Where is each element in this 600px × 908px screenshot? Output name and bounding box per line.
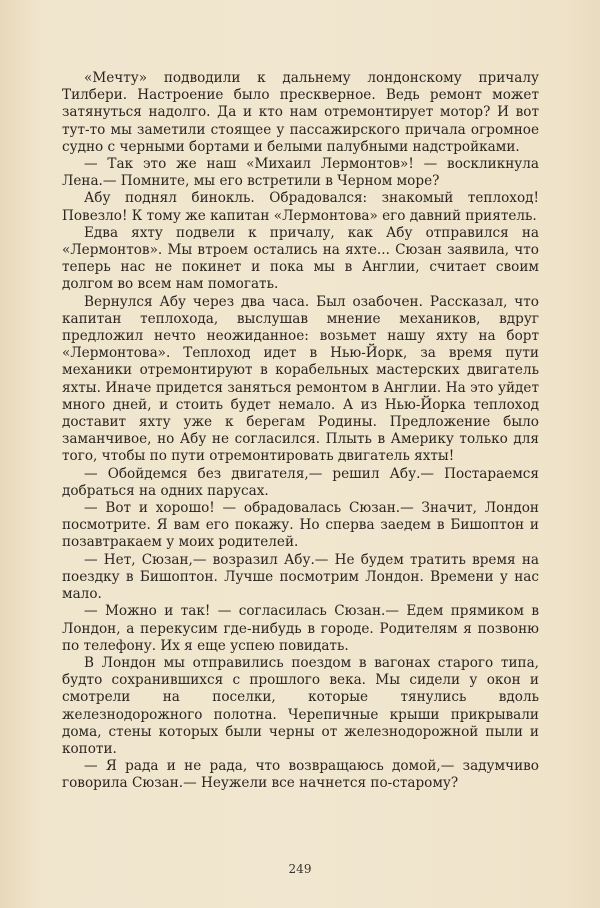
paragraph: Едва яхту подвели к причалу, как Абу отправился на «Лермонтов». Мы втроем остались на яхте... Сюзан заявила, что теперь нас не покинет и пока мы в Англии, считает своим долгом во всем нам помогать. <box>62 224 539 293</box>
page-text <box>62 70 539 793</box>
page-number: 249 <box>288 862 312 876</box>
paragraph: Абу поднял бинокль. Обрадовался: знакомый теплоход! Повезло! К тому же капитан «Лермонтова» его давний приятель. <box>62 190 539 224</box>
paragraph: — Так это же наш «Михаил Лермонтов»! — воскликнула Лена.— Помните, мы его встретили в Черном море? <box>62 156 539 190</box>
paragraph: — Обойдемся без двигателя,— решил Абу.— Постараемся добраться на одних парусах. <box>62 465 539 499</box>
paragraph: В Лондон мы отправились поездом в вагонах старого типа, будто сохранившихся с прошлого века. Мы сидели у окон и смотрели на поселки, которые тянулись вдоль железнодорожного полотна. Черепичные крыши прикрывали дома, стены которых были черны от железнодорожной пыли и копоти. <box>62 654 539 757</box>
paragraph: — Нет, Сюзан,— возразил Абу.— Не будем тратить время на поездку в Бишоптон. Лучше посмотрим Лондон. Времени у нас мало. <box>62 551 539 603</box>
paragraph: «Мечту» подводили к дальнему лондонскому причалу Тилбери. Настроение было прескверное. Ведь ремонт может затянуться надолго. Да и кто нам отремонтирует мотор? И вот тут-то мы заметили стоящее у пассажирского причала огромное судно с черными бортами и белыми палубными надстройками. <box>62 70 539 155</box>
paragraph: — Вот и хорошо! — обрадовалась Сюзан.— Значит, Лондон посмотрите. Я вам его покажу. Но сперва заедем в Бишоптон и позавтракаем у моих родителей. <box>62 500 539 551</box>
paragraph: — Можно и так! — согласилась Сюзан.— Едем прямиком в Лондон, а перекусим где-нибудь в городе. Родителям я позвоню по телефону. Их я еще успею повидать. <box>62 603 539 654</box>
paragraph: — Я рада и не рада, что возвращаюсь домой,— задумчиво говорила Сюзан.— Неужели все начнется по-старому? <box>62 758 539 792</box>
paragraph: Вернулся Абу через два часа. Был озабочен. Рассказал, что капитан теплохода, выслушав мнение механиков, вдруг предложил нечто неожиданное: возьмет нашу яхту на борт «Лермонтова». Теплоход идет в Нью-Йорк, за время пути механики отремонтируют в корабельных мастерских двигатель яхты. Иначе придется заняться ремонтом в Англии. На это уйдет много дней, и стоить будет немало. А из Нью-Йорка теплоход доставит яхту уже к берегам Родины. Предложение было заманчивое, но Абу не согласился. Плыть в Америку только для того, чтобы по пути отремонтировать двигатель яхты! <box>62 293 539 465</box>
